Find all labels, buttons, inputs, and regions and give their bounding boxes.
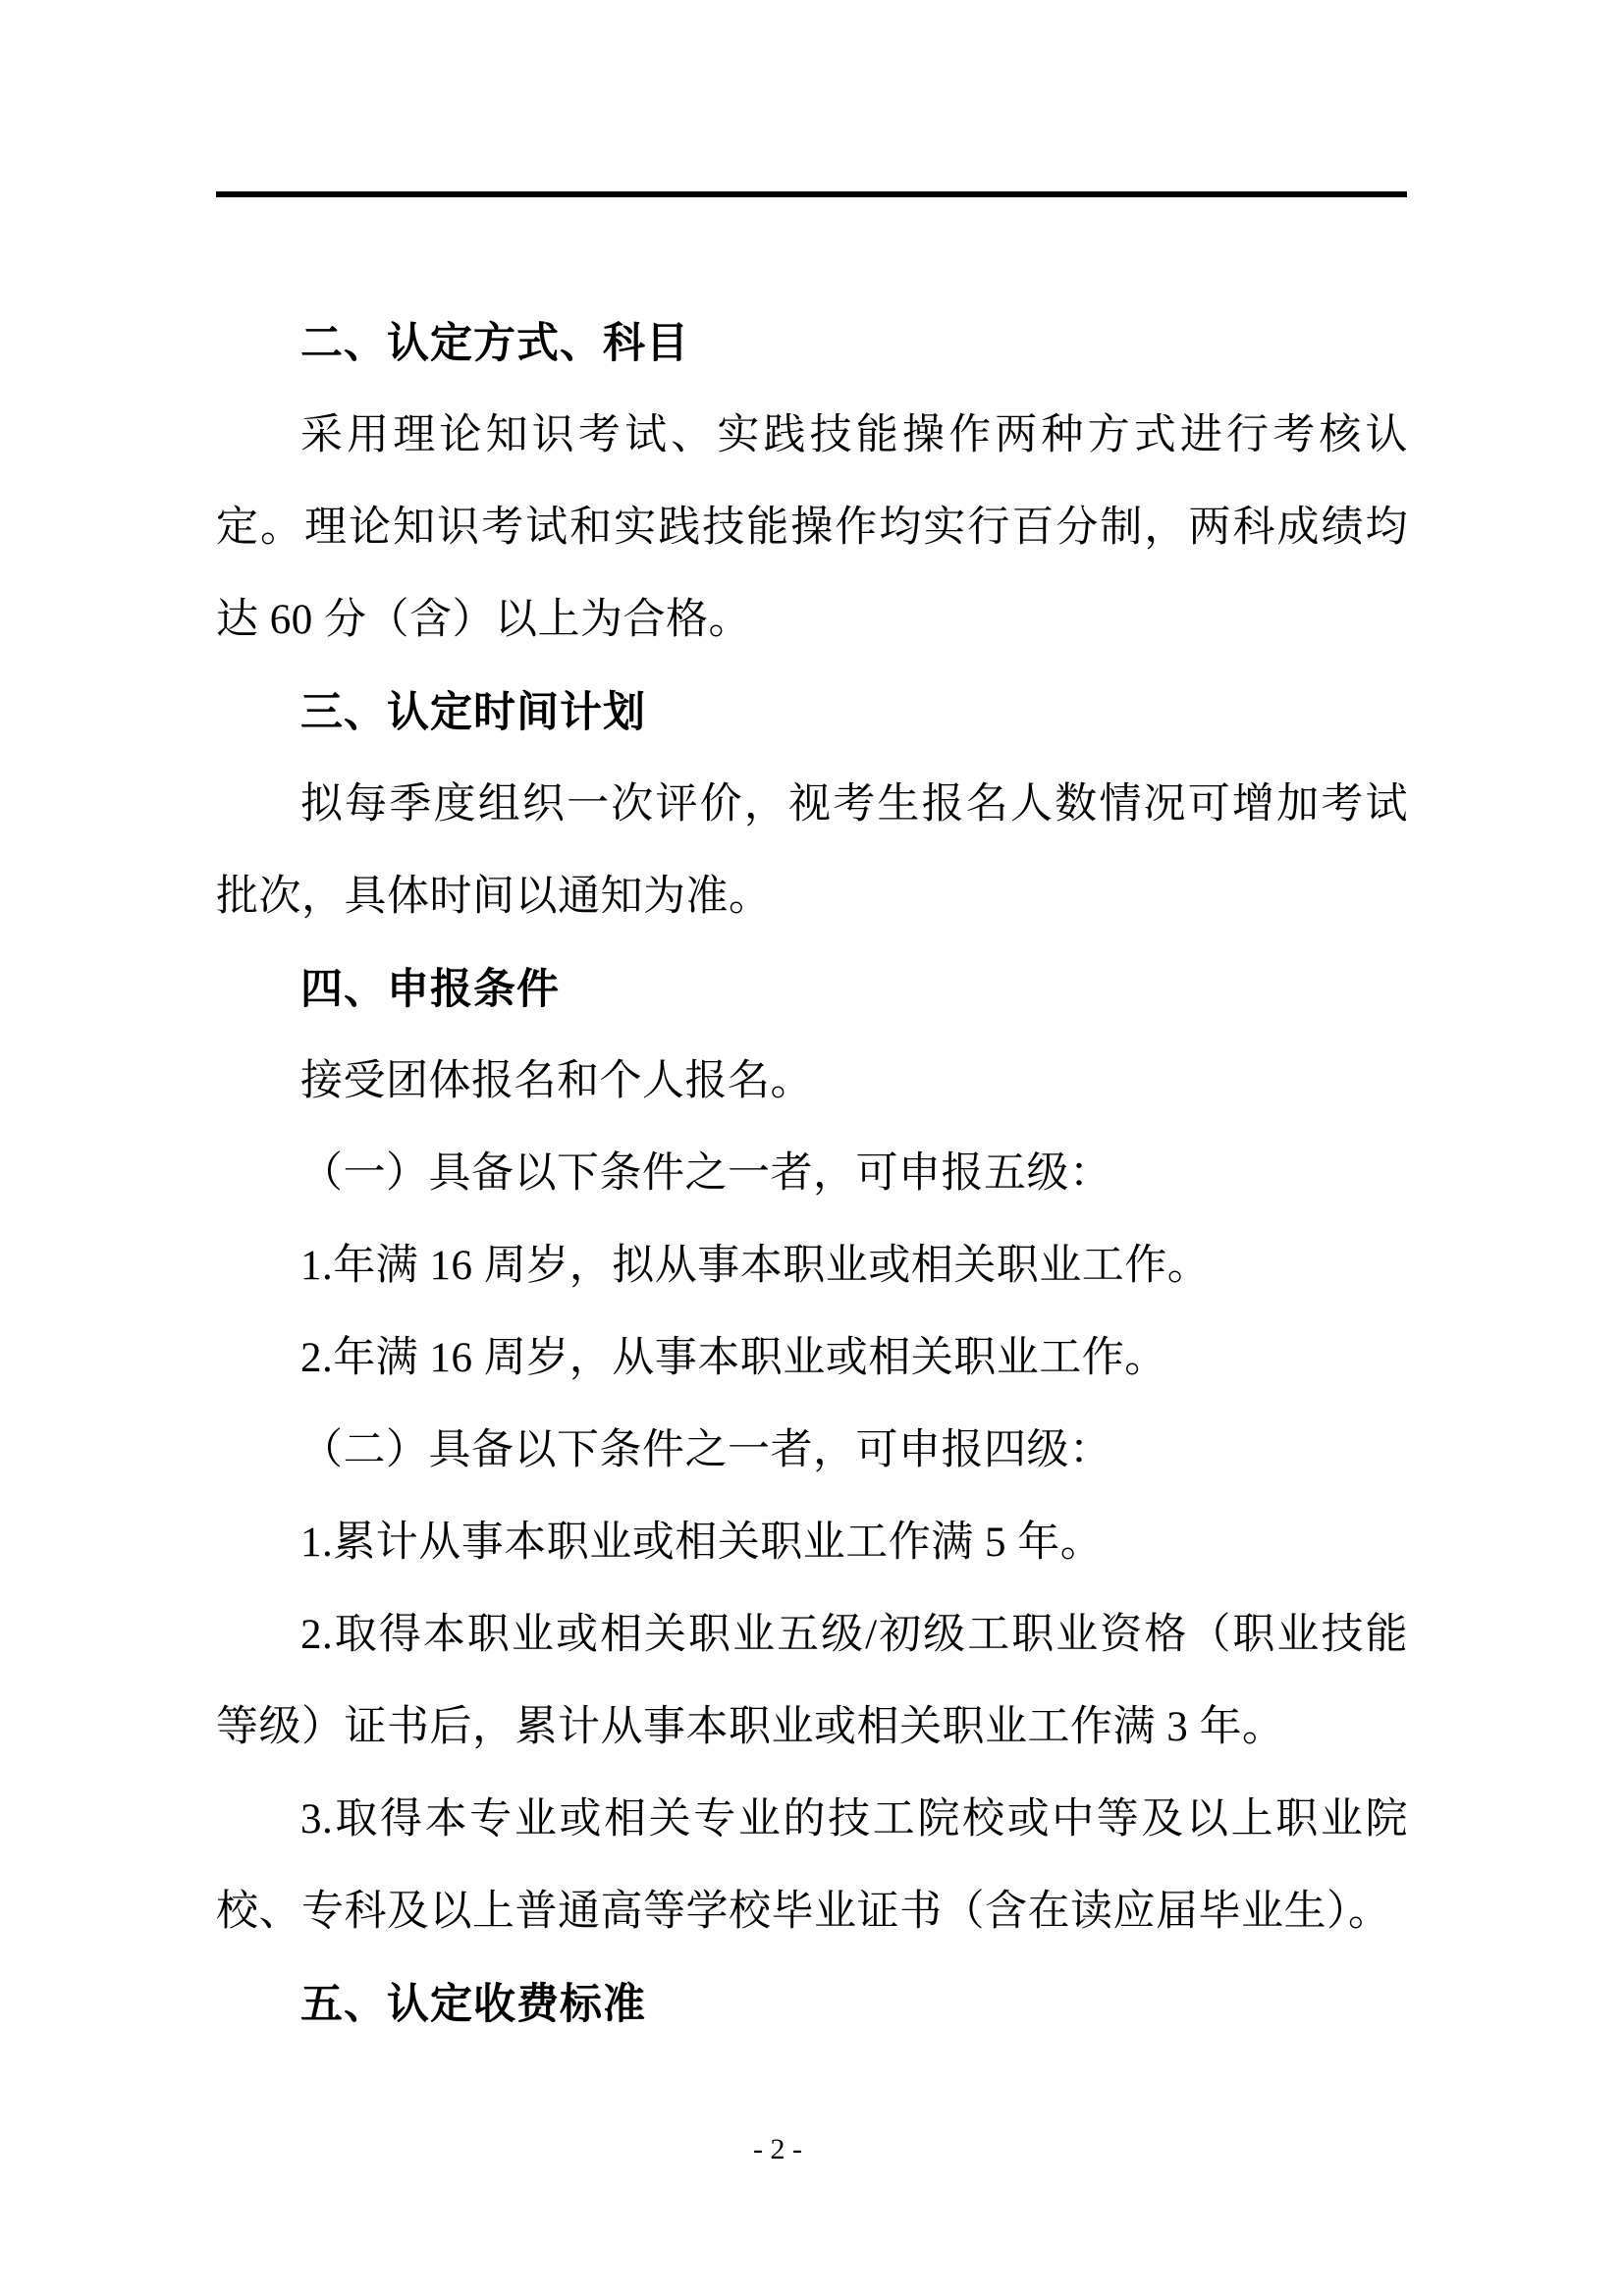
section-paragraph: （一）具备以下条件之一者，可申报五级： <box>300 1150 1112 1197</box>
section-paragraph: 2.年满 16 周岁，从事本职业或相关职业工作。 <box>300 1335 1167 1381</box>
page-number: - 2 - <box>753 2133 802 2165</box>
section-paragraph: 接受团体报名和个人报名。 <box>300 1058 813 1104</box>
section-paragraph: 1.年满 16 周岁，拟从事本职业或相关职业工作。 <box>300 1243 1211 1289</box>
section-heading: 三、认定时间计划 <box>300 689 646 736</box>
header-rule <box>216 191 1407 197</box>
section-paragraph: （二）具备以下条件之一者，可申报四级： <box>300 1427 1112 1473</box>
section-paragraph: 采用理论知识考试、实践技能操作两种方式进行考核认定。理论知识考试和实践技能操作均实行百分制，两科成绩均达 60 分（含）以上为合格。 <box>216 412 1408 643</box>
document-body <box>216 297 1408 2051</box>
section-heading: 四、申报条件 <box>300 966 560 1013</box>
section-heading: 二、认定方式、科目 <box>300 320 689 367</box>
section-paragraph: 3.取得本专业或相关专业的技工院校或中等及以上职业院校、专科及以上普通高等学校毕业证书（含在读应届毕业生）。 <box>216 1796 1408 1935</box>
section-paragraph: 2.取得本职业或相关职业五级/初级工职业资格（职业技能等级）证书后，累计从事本职业或相关职业工作满 3 年。 <box>216 1612 1408 1750</box>
section-heading: 五、认定收费标准 <box>300 1981 646 2028</box>
section-paragraph: 1.累计从事本职业或相关职业工作满 5 年。 <box>300 1520 1104 1566</box>
section-paragraph: 拟每季度组织一次评价，视考生报名人数情况可增加考试批次，具体时间以通知为准。 <box>216 781 1408 920</box>
page-footer <box>0 2118 1555 2181</box>
